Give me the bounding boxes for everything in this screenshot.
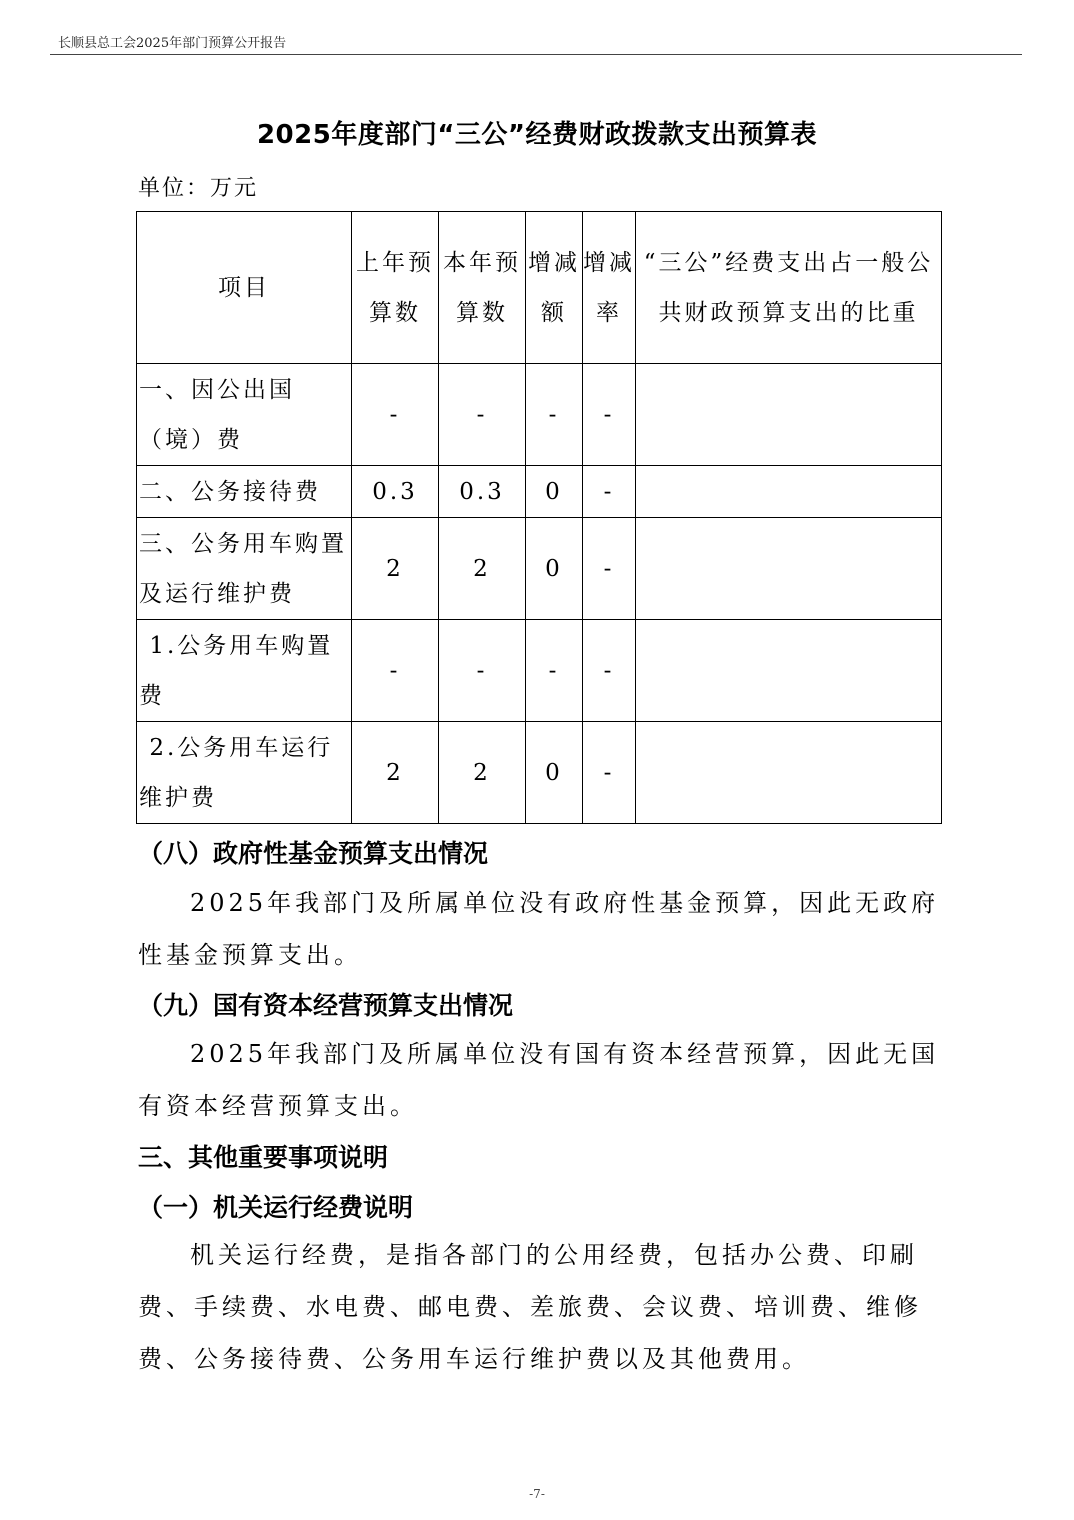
row-ratio bbox=[636, 722, 942, 824]
header-item: 项目 bbox=[137, 212, 352, 364]
row-rate: - bbox=[583, 466, 636, 518]
header-change: 增减额 bbox=[526, 212, 583, 364]
row-item: 一、因公出国（境）费 bbox=[137, 364, 352, 466]
row-item: 三、公务用车购置及运行维护费 bbox=[137, 518, 352, 620]
header-rate: 增减率 bbox=[583, 212, 636, 364]
row-ratio bbox=[636, 466, 942, 518]
row-curr: - bbox=[439, 620, 526, 722]
row-prev: 0.3 bbox=[352, 466, 439, 518]
row-change: 0 bbox=[526, 466, 583, 518]
table-row bbox=[137, 620, 942, 722]
table-header-row bbox=[137, 212, 942, 364]
row-curr: 2 bbox=[439, 518, 526, 620]
row-ratio bbox=[636, 518, 942, 620]
row-rate: - bbox=[583, 722, 636, 824]
header-divider bbox=[50, 54, 1022, 55]
section-heading-1: （一）机关运行经费说明 bbox=[138, 1193, 414, 1222]
page-number: -7- bbox=[529, 1487, 545, 1501]
row-curr: 2 bbox=[439, 722, 526, 824]
section-paragraph-8: 2025年我部门及所属单位没有政府性基金预算，因此无政府性基金预算支出。 bbox=[138, 889, 940, 969]
row-change: 0 bbox=[526, 518, 583, 620]
section-heading-9: （九）国有资本经营预算支出情况 bbox=[138, 991, 514, 1020]
section-paragraph-1: 机关运行经费，是指各部门的公用经费，包括办公费、印刷费、手续费、水电费、邮电费、差旅费、会议费、培训费、维修费、公务接待费、公务用车运行维护费以及其他费用。 bbox=[138, 1241, 922, 1373]
row-change: 0 bbox=[526, 722, 583, 824]
row-prev: 2 bbox=[352, 518, 439, 620]
row-rate: - bbox=[583, 620, 636, 722]
row-item: 1.公务用车购置费 bbox=[137, 620, 352, 722]
unit-label: 单位：万元 bbox=[138, 176, 259, 201]
section-heading-8: （八）政府性基金预算支出情况 bbox=[138, 839, 489, 868]
header-ratio: “三公”经费支出占一般公共财政预算支出的比重 bbox=[636, 212, 942, 364]
row-prev: - bbox=[352, 620, 439, 722]
row-item: 2.公务用车运行维护费 bbox=[137, 722, 352, 824]
row-prev: - bbox=[352, 364, 439, 466]
row-item: 二、公务接待费 bbox=[137, 466, 352, 518]
table-row bbox=[137, 466, 942, 518]
table-title: 2025年度部门“三公”经费财政拨款支出预算表 bbox=[256, 120, 818, 150]
row-ratio bbox=[636, 620, 942, 722]
table-row bbox=[137, 518, 942, 620]
row-curr: 0.3 bbox=[439, 466, 526, 518]
row-rate: - bbox=[583, 364, 636, 466]
page-header: 长顺县总工会2025年部门预算公开报告 bbox=[58, 36, 287, 51]
row-ratio bbox=[636, 364, 942, 466]
header-prev-budget: 上年预算数 bbox=[352, 212, 439, 364]
section-paragraph-9: 2025年我部门及所属单位没有国有资本经营预算，因此无国有资本经营预算支出。 bbox=[138, 1040, 940, 1120]
budget-table bbox=[136, 211, 942, 824]
row-change: - bbox=[526, 620, 583, 722]
row-change: - bbox=[526, 364, 583, 466]
row-prev: 2 bbox=[352, 722, 439, 824]
header-curr-budget: 本年预算数 bbox=[439, 212, 526, 364]
row-curr: - bbox=[439, 364, 526, 466]
table-row bbox=[137, 722, 942, 824]
table-row bbox=[137, 364, 942, 466]
row-rate: - bbox=[583, 518, 636, 620]
part-heading-3: 三、其他重要事项说明 bbox=[138, 1143, 389, 1172]
